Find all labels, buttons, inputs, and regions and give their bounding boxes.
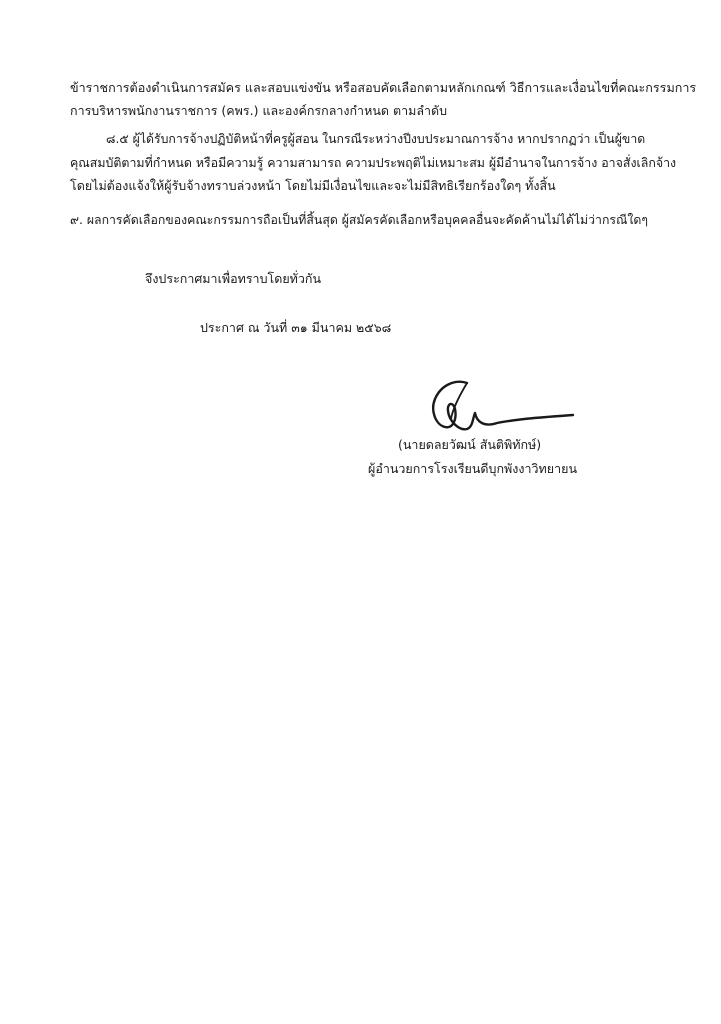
paragraph-3: ๙. ผลการคัดเลือกของคณะกรรมการถือเป็นที่สิ้นสุด ผู้สมัครคัดเลือกหรือบุคคลอื่นจะคัดค้านไม่ได้ไม่ว่ากรณีใดๆ — [70, 213, 648, 227]
paragraph-2-line-2: คุณสมบัติตามที่กำหนด หรือมีความรู้ ความสามารถ ความประพฤติไม่เหมาะสม ผู้มีอำนาจในการจ้าง อาจสั่งเลิกจ้าง — [70, 155, 677, 170]
announcement-date: ประกาศ ณ วันที่ ๓๑ มีนาคม ๒๕๖๘ — [200, 320, 392, 335]
paragraph-2-line-1: ๘.๕ ผู้ได้รับการจ้างปฏิบัติหน้าที่ครูผู้สอน ในกรณีระหว่างปีงบประมาณการจ้าง หากปรากฏว่า เป็นผู้ขาด — [106, 132, 646, 146]
paragraph-1-line-2: การบริหารพนักงานราชการ (คพร.) และองค์กรกลางกำหนด ตามลำดับ — [70, 103, 448, 118]
paragraph-2-line-3: โดยไม่ต้องแจ้งให้ผู้รับจ้างทราบล่วงหน้า โดยไม่มีเงื่อนไขและจะไม่มีสิทธิเรียกร้องใดๆ ทั้งสิ้น — [70, 178, 556, 193]
signer-name: (นายดลยวัฒน์ สันติพิทักษ์) — [398, 437, 542, 452]
paragraph-1-line-1: ข้าราชการต้องดำเนินการสมัคร และสอบแข่งขัน หรือสอบคัดเลือกตามหลักเกณฑ์ วิธีการและเงื่อนไขที่คณะกรรมการ — [70, 80, 697, 95]
announcement-text: จึงประกาศมาเพื่อทราบโดยทั่วกัน — [145, 271, 322, 286]
signature-image — [405, 377, 580, 437]
signer-title: ผู้อำนวยการโรงเรียนดีบุกพังงาวิทยายน — [368, 461, 577, 476]
